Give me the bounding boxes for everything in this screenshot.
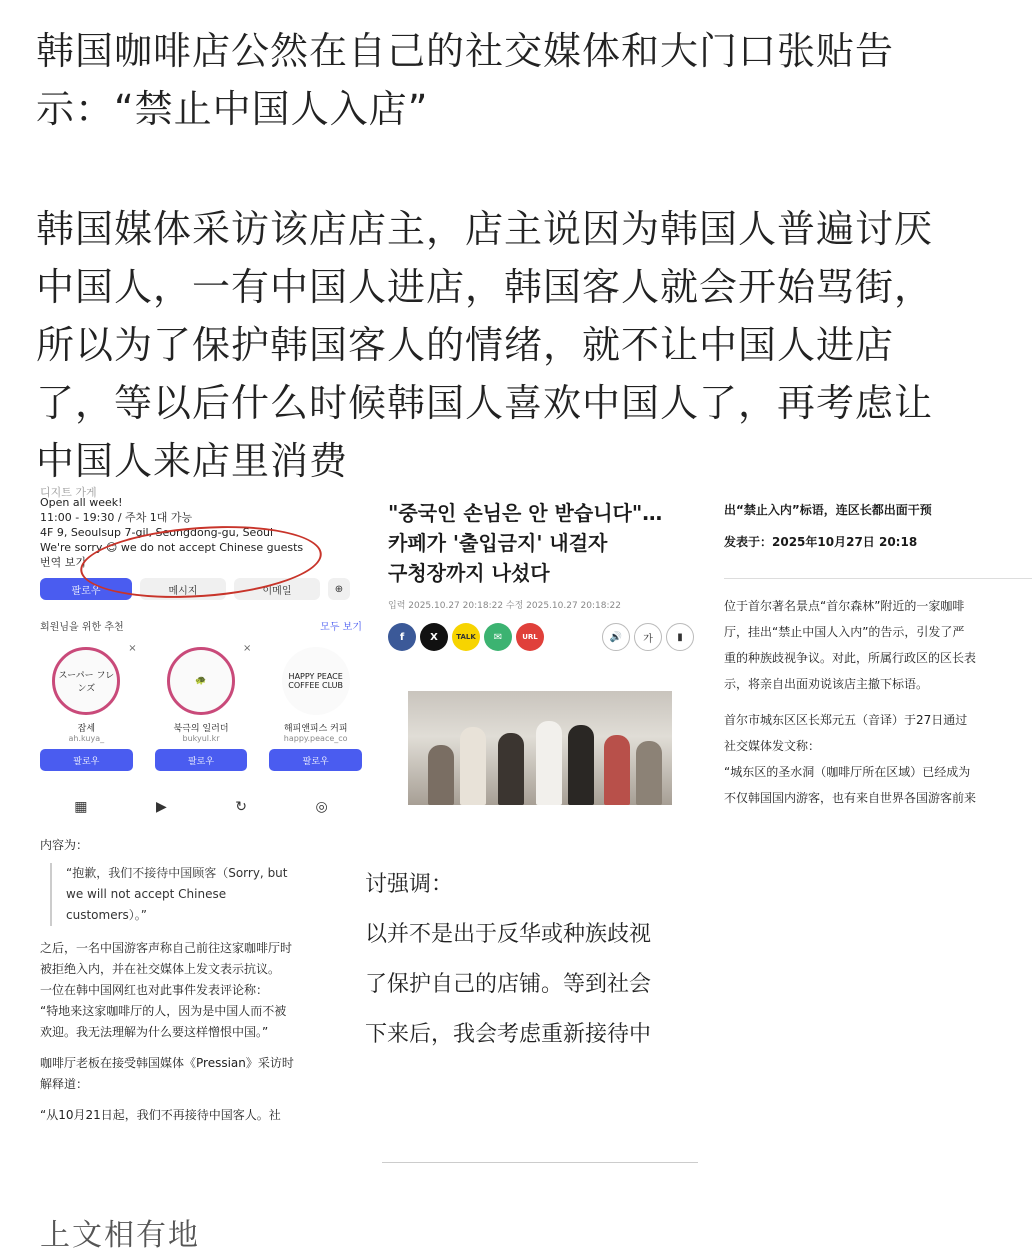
cut-off-text: 上文相有地 <box>40 1218 200 1253</box>
kakaotalk-share-icon[interactable]: TALK <box>452 623 480 651</box>
cut-line: 内容为： <box>40 838 89 852</box>
tagged-icon[interactable]: ◎ <box>315 799 328 815</box>
body-line: 了，等以后什么时候韩国人喜欢中国人了，再考虑让 <box>36 381 934 425</box>
article-tools <box>602 623 704 651</box>
card-follow-button[interactable]: 팔로우 <box>155 749 248 771</box>
text-line: 厅，挂出“禁止中国人入内”的告示，引发了严 <box>724 625 965 639</box>
text-line: “城东区的圣水洞（咖啡厅所在区域）已经成为 <box>724 765 971 779</box>
close-icon[interactable]: × <box>128 643 137 654</box>
card-name: 해피앤피스 커피 <box>283 724 348 734</box>
recommend-card <box>40 643 137 771</box>
facebook-share-icon[interactable]: f <box>388 623 416 651</box>
url-share-icon[interactable]: URL <box>516 623 544 651</box>
article-date: 입력 2025.10.27 20:18:22 수정 2025.10.27 20:18:22 <box>388 601 621 611</box>
close-icon[interactable]: × <box>242 643 252 654</box>
text-line: 位于首尔著名景点“首尔森林”附近的一家咖啡 <box>724 599 965 613</box>
ig-notice: We're sorry 😊 we do not accept Chinese guests <box>40 541 304 554</box>
ig-address: 4F 9, Seoulsup 7-gil, Seongdong-gu, Seoul <box>40 526 274 539</box>
chinese-article-excerpt <box>40 835 362 1165</box>
body-line: 所以为了保护韩国客人的情绪，就不让中国人进店 <box>36 323 895 367</box>
message-button[interactable]: 메시지 <box>140 578 226 600</box>
publish-date: 发表于：2025年10月27日 20:18 <box>724 535 918 549</box>
card-handle: happy.peace_co <box>283 734 348 743</box>
title-line: 구청장까지 나섰다 <box>388 561 550 585</box>
text-line: 咖啡厅老板在接受韩国媒体《Pressian》采访时 <box>40 1056 294 1070</box>
share-row <box>382 623 704 651</box>
quote-line: “抱歉，我们不接待中国顾客（Sorry, but <box>66 866 288 880</box>
text-line: 社交媒体发文称： <box>724 739 821 753</box>
ig-bottom-nav <box>40 799 362 815</box>
card-handle: ah.kuya_ <box>68 734 105 743</box>
avatar[interactable]: HAPPY PEACE COFFEE CLUB <box>282 647 350 715</box>
divider <box>724 578 1032 579</box>
bookmark-icon[interactable]: ▮ <box>666 623 694 651</box>
grid-icon[interactable]: ▦ <box>74 799 88 815</box>
recommend-header <box>40 618 362 633</box>
title-line: 카페가 '출입금지' 내걸자 <box>388 531 608 555</box>
text-line: “从10月21日起，我们不再接待中国客人。社 <box>40 1108 281 1122</box>
korean-news-screenshot <box>382 490 704 830</box>
paragraph <box>40 938 362 1043</box>
text-line: 不仅韩国国内游客，也有来自世界各国游客前来 <box>724 791 977 805</box>
text-line: 被拒绝入内，并在社交媒体上发文表示抗议。 <box>40 962 281 976</box>
text-line: 首尔市城东区区长郑元五（音译）于27日通过 <box>724 713 968 727</box>
email-button[interactable]: 이메일 <box>234 578 320 600</box>
chinese-news-screenshot <box>724 490 1032 830</box>
recommend-card <box>155 643 252 771</box>
news-photo <box>408 691 672 805</box>
article-paragraph <box>724 593 1032 697</box>
headline-line: 韩国咖啡店公然在自己的社交媒体和大门口张贴告 <box>36 29 895 73</box>
cropped-article-text <box>365 860 705 1170</box>
recommend-cards <box>40 643 362 771</box>
post-body <box>36 200 1036 490</box>
text-line: 解释道： <box>40 1077 89 1091</box>
text-line: 一位在韩中国网红也对此事件发表评论称： <box>40 983 269 997</box>
post-headline <box>36 22 1026 138</box>
text-line: “特地来这家咖啡厅的人，因为是中国人而不被 <box>40 1004 287 1018</box>
text-line: 之后，一名中国游客声称自己前往这家咖啡厅时 <box>40 941 293 955</box>
add-person-icon[interactable]: ⊕ <box>328 578 350 600</box>
text-line: 讨强调： <box>365 872 454 897</box>
article-subtitle: 出“禁止入内”标语，连区长都出面干预 <box>724 503 932 517</box>
ig-translate[interactable]: 번역 보기 <box>40 556 87 569</box>
article-title <box>382 498 704 588</box>
recommend-card <box>269 647 362 771</box>
email-share-icon[interactable]: ✉ <box>484 623 512 651</box>
recommend-label: 회원님을 위한 추천 <box>40 622 124 633</box>
body-line: 中国人来店里消费 <box>36 439 349 483</box>
body-line: 中国人，一有中国人进店，韩国客人就会开始骂街， <box>36 265 934 309</box>
see-all-link[interactable]: 모두 보기 <box>320 622 362 633</box>
avatar[interactable]: スーパー フレンズ <box>52 647 120 715</box>
title-line: "중국인 손님은 안 받습니다"… <box>388 501 663 525</box>
card-follow-button[interactable]: 팔로우 <box>269 749 362 771</box>
avatar[interactable]: 🐢 <box>167 647 235 715</box>
blockquote <box>50 863 362 926</box>
paragraph <box>40 1053 362 1095</box>
ig-hours-2: 11:00 - 19:30 / 주차 1대 가능 <box>40 511 193 524</box>
font-size-icon[interactable]: 가 <box>634 623 662 651</box>
text-line: 了保护自己的店铺。等到社会 <box>365 972 652 997</box>
ig-hours-1: Open all week! <box>40 496 123 509</box>
article-paragraph <box>724 707 1032 811</box>
quote-line: customers）。” <box>66 908 147 922</box>
card-name: 잡세 <box>77 724 96 734</box>
card-name: 북극의 일러더 <box>173 724 229 734</box>
reels-icon[interactable]: ▶ <box>155 799 167 815</box>
body-line: 韩国媒体采访该店店主，店主说因为韩国人普遍讨厌 <box>36 207 934 251</box>
instagram-screenshot <box>40 485 362 830</box>
card-handle: bukyul.kr <box>182 734 220 743</box>
text-line: 下来后，我会考虑重新接待中 <box>365 1022 652 1047</box>
repost-icon[interactable]: ↻ <box>235 799 247 815</box>
headline-line: 示：“禁止中国人入店” <box>36 87 429 131</box>
text-line: 重的种族歧视争议。对此，所属行政区的区长表 <box>724 651 977 665</box>
follow-button[interactable]: 팔로우 <box>40 578 132 600</box>
text-line: 示，将亲自出面劝说该店主撤下标语。 <box>724 677 929 691</box>
text-line: 以并不是出于反华或种族歧视 <box>365 922 652 947</box>
card-follow-button[interactable]: 팔로우 <box>40 749 133 771</box>
quote-line: we will not accept Chinese <box>66 887 227 901</box>
text-line: 欢迎。我无法理解为什么要这样憎恨中国。” <box>40 1025 269 1039</box>
ig-top-cut: 디지트 가게 <box>40 486 97 499</box>
speaker-icon[interactable]: 🔊 <box>602 623 630 651</box>
divider <box>382 1162 698 1163</box>
x-share-icon[interactable]: X <box>420 623 448 651</box>
